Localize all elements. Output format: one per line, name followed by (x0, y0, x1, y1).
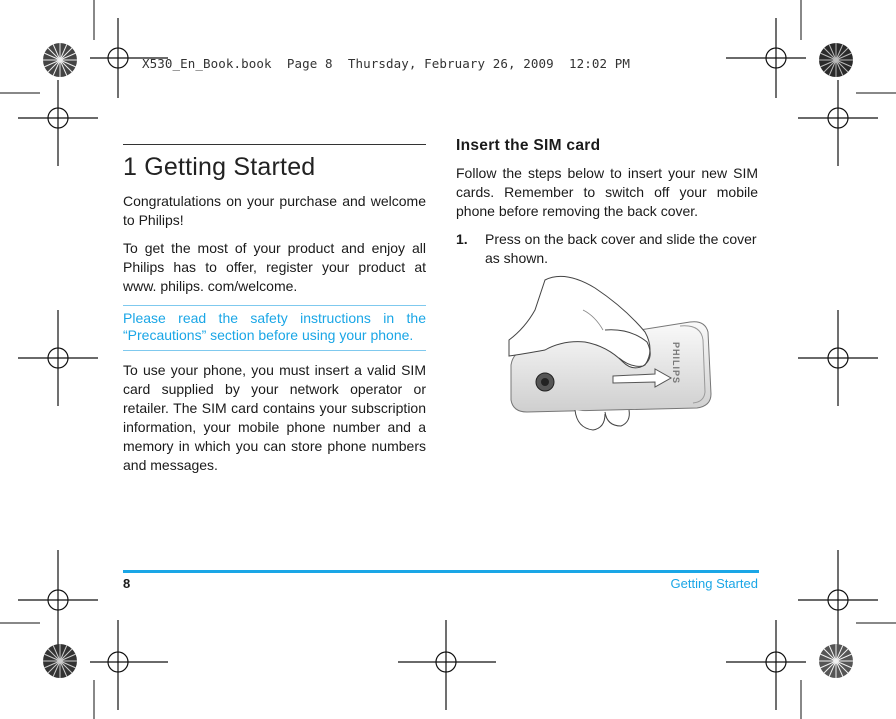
footer-section-name: Getting Started (670, 576, 758, 591)
crosshair-icon (726, 18, 806, 98)
back-cover-illustration (505, 270, 715, 440)
starburst-icon (819, 644, 853, 678)
left-column (123, 144, 426, 484)
page-number: 8 (123, 576, 131, 591)
chapter-title: 1 Getting Started (123, 153, 316, 181)
chapter-rule (123, 144, 426, 145)
section-intro: Follow the steps below to insert your new SIM cards. Remember to switch off your mobile phone before removing the back cover. (456, 165, 758, 219)
welcome-paragraph: Congratulations on your purchase and welcome to Philips! (123, 193, 426, 228)
register-paragraph: To get the most of your product and enjoy all Philips has to offer, register your product at www. philips. com/welcome. (123, 240, 426, 294)
crosshair-icon (798, 550, 878, 650)
step-number: 1. (456, 231, 468, 247)
crosshair-icon (18, 310, 98, 406)
section-title: Insert the SIM card (456, 137, 601, 154)
right-column (456, 137, 758, 268)
crosshair-icon (398, 620, 496, 710)
phone-brand-text: PHILIPS (671, 342, 681, 385)
starburst-icon (43, 43, 77, 77)
safety-note: Please read the safety instructions in the “Precautions” section before using your phone. (123, 305, 426, 351)
starburst-icon (819, 43, 853, 77)
footer-rule (123, 570, 759, 573)
crosshair-icon (90, 620, 168, 710)
step-text: Press on the back cover and slide the cover as shown. (485, 231, 757, 266)
crosshair-icon (18, 550, 98, 650)
crosshair-icon (726, 620, 806, 710)
crosshair-icon (798, 310, 878, 406)
sim-paragraph: To use your phone, you must insert a valid SIM card supplied by your network operator or retailer. The SIM card contains your subscription information, your mobile phone number and a memory in which you can store phone numbers and messages. (123, 362, 426, 473)
print-header: X530_En_Book.book Page 8 Thursday, February 26, 2009 12:02 PM (142, 56, 631, 71)
starburst-icon (43, 644, 77, 678)
step-item (456, 230, 758, 268)
